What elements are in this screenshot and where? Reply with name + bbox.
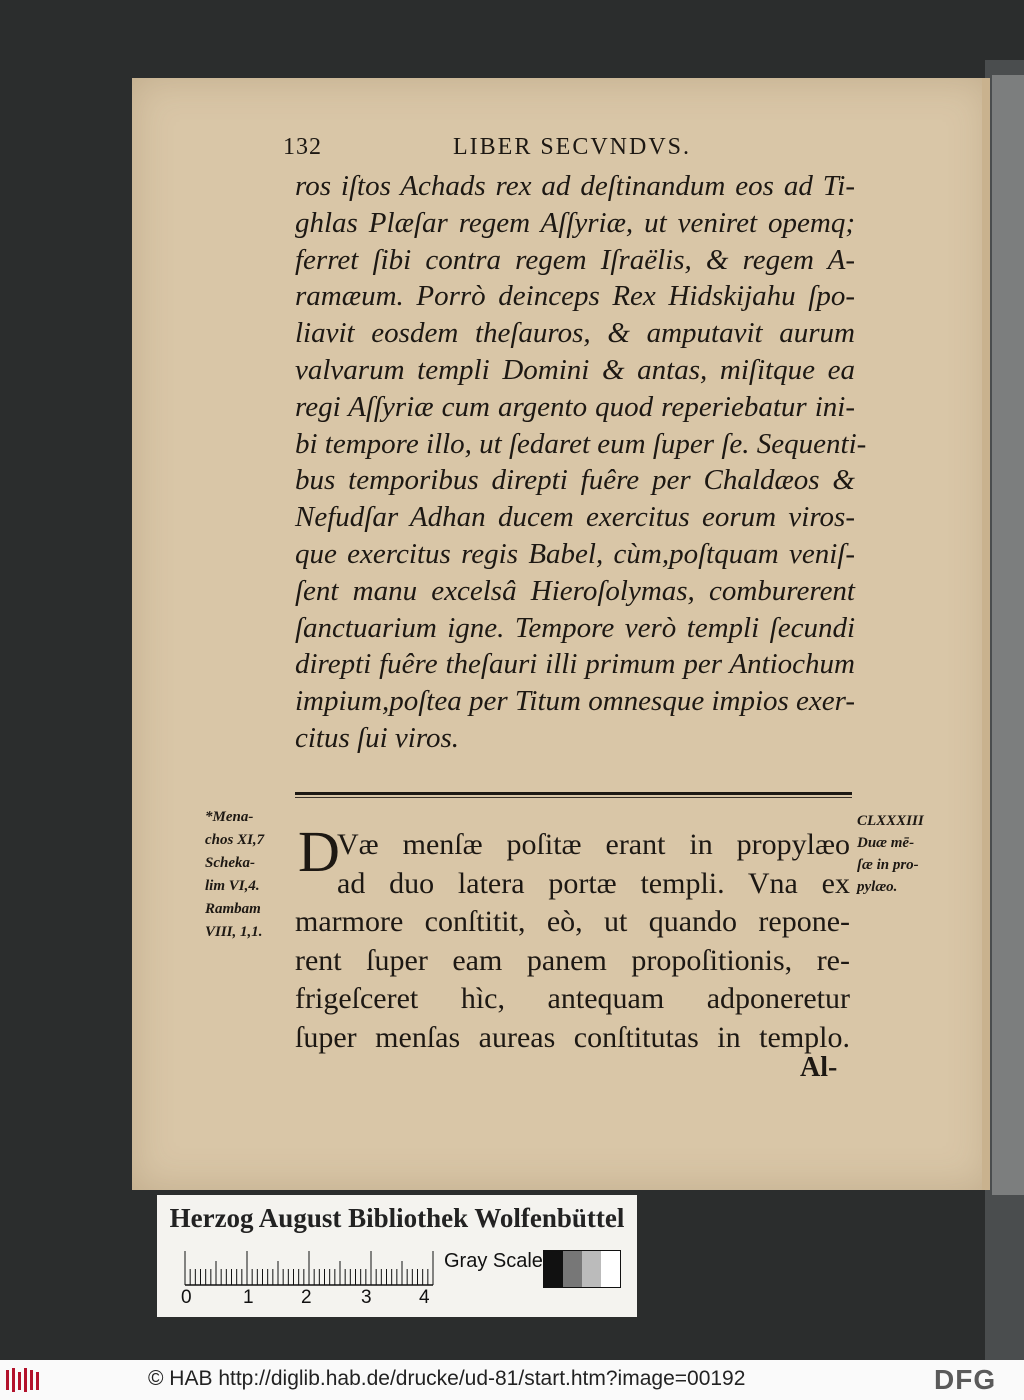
source-url[interactable]: © HAB http://diglib.hab.de/drucke/ud-81/start.htm?image=00192: [148, 1367, 746, 1390]
text-line: impium,poſtea per Titum omnesque impios exer-: [295, 685, 856, 718]
text-line: ramæum. Porrò deinceps Rex Hidskijahu ſpo-: [295, 280, 855, 313]
margin-line: Scheka-: [205, 855, 255, 871]
gray-swatch: [582, 1251, 601, 1287]
margin-line: *Mena-: [205, 809, 254, 825]
gray-swatch: [544, 1251, 563, 1287]
gray-swatch: [563, 1251, 582, 1287]
dfg-logo: DFG: [934, 1364, 997, 1395]
margin-line: pylæo.: [857, 879, 898, 895]
margin-line: chos XI,7: [205, 832, 265, 848]
margin-line: ſæ in pro-: [857, 857, 919, 873]
adjacent-page-highlight: [992, 75, 1024, 1195]
margin-line: CLXXXIII: [857, 813, 924, 829]
page-header: [283, 134, 853, 168]
ruler-number: 1: [243, 1287, 254, 1308]
text-line: valvarum templi Domini & antas, miſitque ea: [295, 353, 855, 386]
text-line: ad duo latera portæ templi. Vna ex: [337, 866, 850, 900]
page-number: 132: [283, 134, 322, 160]
gray-swatch: [601, 1251, 620, 1287]
ruler-number: 2: [301, 1287, 312, 1308]
text-line: frigeſceret hìc, antequam adponeretur: [295, 982, 850, 1015]
left-marginal-note: [205, 806, 300, 944]
margin-line: VIII, 1,1.: [205, 924, 263, 940]
text-line: direpti fuêre theſauri illi primum per Antiochum: [295, 648, 855, 681]
text-line: citus ſui viros.: [295, 721, 460, 754]
drop-capital: D: [298, 819, 340, 884]
running-head: LIBER SECVNDVS.: [453, 134, 692, 160]
roman-paragraph: [295, 826, 850, 1057]
text-line: ros iſtos Achads rex ad deſtinandum eos ad Ti-: [295, 170, 855, 202]
ruler-number: 4: [419, 1287, 430, 1308]
section-rule-thin: [295, 797, 852, 798]
text-line: ſanctuarium igne. Tempore verò templi ſecundi: [295, 611, 855, 644]
hab-logo-icon: [4, 1366, 44, 1394]
text-line: ferret ſibi contra regem Iſraëlis, & regem A-: [295, 243, 855, 276]
text-line: Væ menſæ poſitæ erant in propylæo: [337, 828, 850, 861]
italic-paragraph: [295, 168, 867, 757]
text-line: rent ſuper eam panem propoſitionis, re-: [295, 943, 850, 977]
library-name: Herzog August Bibliothek Wolfenbüttel: [169, 1203, 625, 1233]
text-line: liavit eosdem theſauros, & amputavit aurum: [295, 317, 855, 350]
text-line: ſent manu excelsâ Hieroſolymas, comburerent: [295, 574, 855, 607]
text-line: ghlas Plæſar regem Aſſyriæ, ut veniret opemq;: [295, 206, 855, 239]
text-line: bus temporibus direpti fuêre per Chaldæos &: [295, 464, 855, 497]
margin-line: Rambam: [205, 901, 261, 917]
gray-scale-swatches: [543, 1250, 621, 1288]
ruler-number: 0: [181, 1287, 192, 1308]
footer-bar: [0, 1360, 1024, 1400]
text-line: bi tempore illo, ut ſedaret eum ſuper ſe. Sequenti-: [295, 427, 867, 460]
text-line: Nefudſar Adhan ducem exercitus eorum viros-: [295, 501, 855, 534]
library-color-card: [157, 1195, 637, 1317]
right-marginal-note: [857, 810, 967, 898]
text-line: ſuper menſas aureas conſtitutas in templo.: [295, 1020, 850, 1054]
margin-line: Duæ mē-: [857, 835, 915, 851]
text-line: marmore conſtitit, eò, ut quando repone-: [295, 905, 850, 938]
page-edge-shadow: [982, 78, 990, 1190]
ruler-number: 3: [361, 1287, 372, 1308]
catchword: Al-: [800, 1052, 838, 1083]
ruler-scale: [183, 1247, 435, 1287]
section-rule: [295, 792, 852, 795]
text-line: regi Aſſyriæ cum argento quod reperiebatur ini-: [295, 390, 855, 423]
gray-scale-label: Gray Scale: [444, 1250, 543, 1272]
margin-line: lim VI,4.: [205, 878, 260, 894]
text-line: que exercitus regis Babel, cùm,poſtquam veniſ-: [295, 537, 855, 570]
